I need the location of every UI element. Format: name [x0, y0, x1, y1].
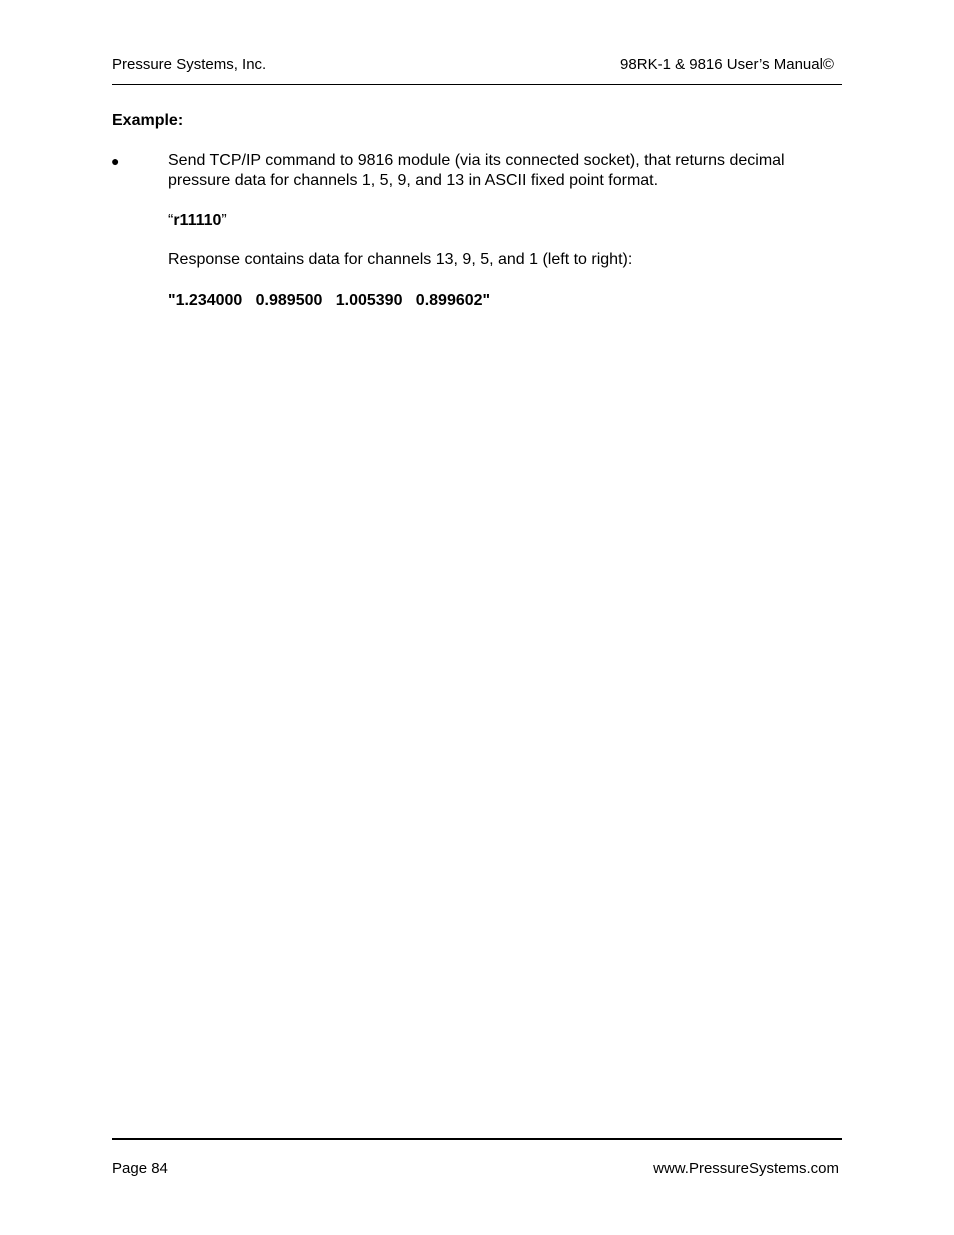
footer-divider: [112, 1138, 842, 1140]
command-text: r11110: [173, 212, 222, 229]
header-company: Pressure Systems, Inc.: [112, 56, 267, 73]
bullet-paragraph: Send TCP/IP command to 9816 module (via its connected socket), that returns decimal pressure data for channels 1, 5, 9, and 13 in ASCII fixed point format.: [168, 152, 785, 189]
response-description: Response contains data for channels 13, 9, 5, and 1 (left to right):: [168, 251, 633, 268]
footer-page-number: Page 84: [112, 1160, 168, 1177]
command-open-quote: “: [168, 212, 174, 229]
example-heading: Example:: [112, 112, 184, 129]
header-divider: [112, 84, 842, 85]
response-values: "1.234000 0.989500 1.005390 0.899602": [168, 292, 491, 309]
footer-website: www.PressureSystems.com: [653, 1160, 839, 1177]
header-manual-title: 98RK-1 & 9816 User’s Manual©: [620, 56, 834, 73]
bullet-icon: ●: [111, 153, 120, 169]
command-close-quote: ”: [221, 212, 227, 229]
command-line: [168, 211, 848, 231]
